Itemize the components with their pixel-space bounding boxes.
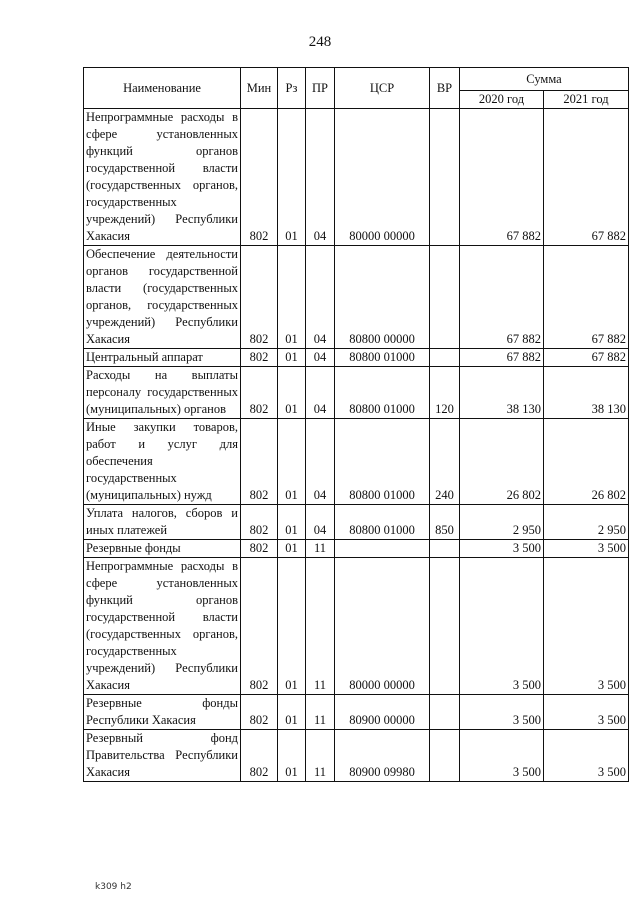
cell-name: Уплата налогов, сборов и иных платежей: [84, 505, 241, 540]
cell-name: Резервный фонд Правительства Республики Хакасия: [84, 730, 241, 782]
cell-vr: [430, 540, 460, 558]
table-row: [84, 695, 629, 730]
cell-pr: 04: [306, 109, 335, 246]
cell-name: Непрограммные расходы в сфере установленных функций органов государственной власти (государственных органов, государственных учреждений) Республики Хакасия: [84, 109, 241, 246]
header-vr: ВР: [430, 68, 460, 109]
table-row: [84, 246, 629, 349]
cell-pr: 11: [306, 695, 335, 730]
header-sum: Сумма: [460, 68, 629, 91]
cell-2021: 3 500: [544, 695, 629, 730]
cell-rz: 01: [278, 367, 306, 419]
cell-min: 802: [241, 349, 278, 367]
table-body: [84, 109, 629, 782]
cell-2021: 67 882: [544, 109, 629, 246]
cell-min: 802: [241, 730, 278, 782]
cell-min: 802: [241, 695, 278, 730]
cell-rz: 01: [278, 558, 306, 695]
cell-pr: 04: [306, 349, 335, 367]
header-min: Мин: [241, 68, 278, 109]
cell-pr: 11: [306, 558, 335, 695]
cell-min: 802: [241, 540, 278, 558]
cell-csr: 80800 01000: [335, 349, 430, 367]
cell-2020: 67 882: [460, 109, 544, 246]
cell-2021: 3 500: [544, 558, 629, 695]
cell-vr: 120: [430, 367, 460, 419]
cell-2021: 38 130: [544, 367, 629, 419]
cell-min: 802: [241, 505, 278, 540]
cell-min: 802: [241, 109, 278, 246]
cell-min: 802: [241, 419, 278, 505]
footer-code: k309 h2: [95, 882, 132, 892]
cell-2021: 26 802: [544, 419, 629, 505]
table-row: [84, 367, 629, 419]
cell-2021: 2 950: [544, 505, 629, 540]
cell-vr: [430, 730, 460, 782]
cell-min: 802: [241, 246, 278, 349]
table-row: [84, 419, 629, 505]
cell-pr: 11: [306, 730, 335, 782]
cell-vr: [430, 558, 460, 695]
cell-pr: 04: [306, 367, 335, 419]
table-row: [84, 109, 629, 246]
cell-2021: 3 500: [544, 540, 629, 558]
cell-name: Расходы на выплаты персоналу государственных (муниципальных) органов: [84, 367, 241, 419]
header-pr: ПР: [306, 68, 335, 109]
cell-rz: 01: [278, 349, 306, 367]
cell-csr: 80900 00000: [335, 695, 430, 730]
cell-2020: 67 882: [460, 349, 544, 367]
cell-2020: 3 500: [460, 540, 544, 558]
cell-name: Центральный аппарат: [84, 349, 241, 367]
cell-vr: [430, 109, 460, 246]
cell-2021: 67 882: [544, 349, 629, 367]
cell-rz: 01: [278, 505, 306, 540]
cell-name: Обеспечение деятельности органов государственной власти (государственных органов, государственных учреждений) Республики Хакасия: [84, 246, 241, 349]
cell-2020: 38 130: [460, 367, 544, 419]
cell-vr: [430, 246, 460, 349]
header-csr: ЦСР: [335, 68, 430, 109]
cell-rz: 01: [278, 109, 306, 246]
cell-2020: 2 950: [460, 505, 544, 540]
cell-rz: 01: [278, 419, 306, 505]
cell-2020: 67 882: [460, 246, 544, 349]
header-year-2020: 2020 год: [460, 91, 544, 109]
cell-csr: 80900 09980: [335, 730, 430, 782]
cell-rz: 01: [278, 246, 306, 349]
table-row: [84, 349, 629, 367]
cell-pr: 04: [306, 246, 335, 349]
header-rz: Рз: [278, 68, 306, 109]
page-number: 248: [308, 34, 332, 50]
cell-csr: 80800 01000: [335, 367, 430, 419]
cell-csr: 80800 00000: [335, 246, 430, 349]
cell-2020: 26 802: [460, 419, 544, 505]
header-name: Наименование: [84, 68, 241, 109]
cell-name: Резервные фонды: [84, 540, 241, 558]
cell-vr: 240: [430, 419, 460, 505]
cell-pr: 04: [306, 419, 335, 505]
cell-pr: 11: [306, 540, 335, 558]
cell-2021: 67 882: [544, 246, 629, 349]
cell-2020: 3 500: [460, 695, 544, 730]
cell-csr: 80000 00000: [335, 558, 430, 695]
cell-min: 802: [241, 558, 278, 695]
cell-min: 802: [241, 367, 278, 419]
cell-name: Непрограммные расходы в сфере установленных функций органов государственной власти (государственных органов, государственных учреждений) Республики Хакасия: [84, 558, 241, 695]
cell-vr: [430, 349, 460, 367]
cell-csr: 80000 00000: [335, 109, 430, 246]
cell-name: Резервные фонды Республики Хакасия: [84, 695, 241, 730]
cell-csr: 80800 01000: [335, 419, 430, 505]
cell-rz: 01: [278, 695, 306, 730]
cell-rz: 01: [278, 730, 306, 782]
cell-2021: 3 500: [544, 730, 629, 782]
budget-table: [83, 67, 629, 782]
table-row: [84, 730, 629, 782]
cell-rz: 01: [278, 540, 306, 558]
cell-2020: 3 500: [460, 730, 544, 782]
cell-csr: [335, 540, 430, 558]
cell-name: Иные закупки товаров, работ и услуг для обеспечения государственных (муниципальных) нужд: [84, 419, 241, 505]
table-row: [84, 505, 629, 540]
table-header-row: [84, 68, 629, 91]
cell-pr: 04: [306, 505, 335, 540]
table-row: [84, 558, 629, 695]
header-year-2021: 2021 год: [544, 91, 629, 109]
cell-vr: [430, 695, 460, 730]
cell-2020: 3 500: [460, 558, 544, 695]
cell-csr: 80800 01000: [335, 505, 430, 540]
cell-vr: 850: [430, 505, 460, 540]
table-row: [84, 540, 629, 558]
